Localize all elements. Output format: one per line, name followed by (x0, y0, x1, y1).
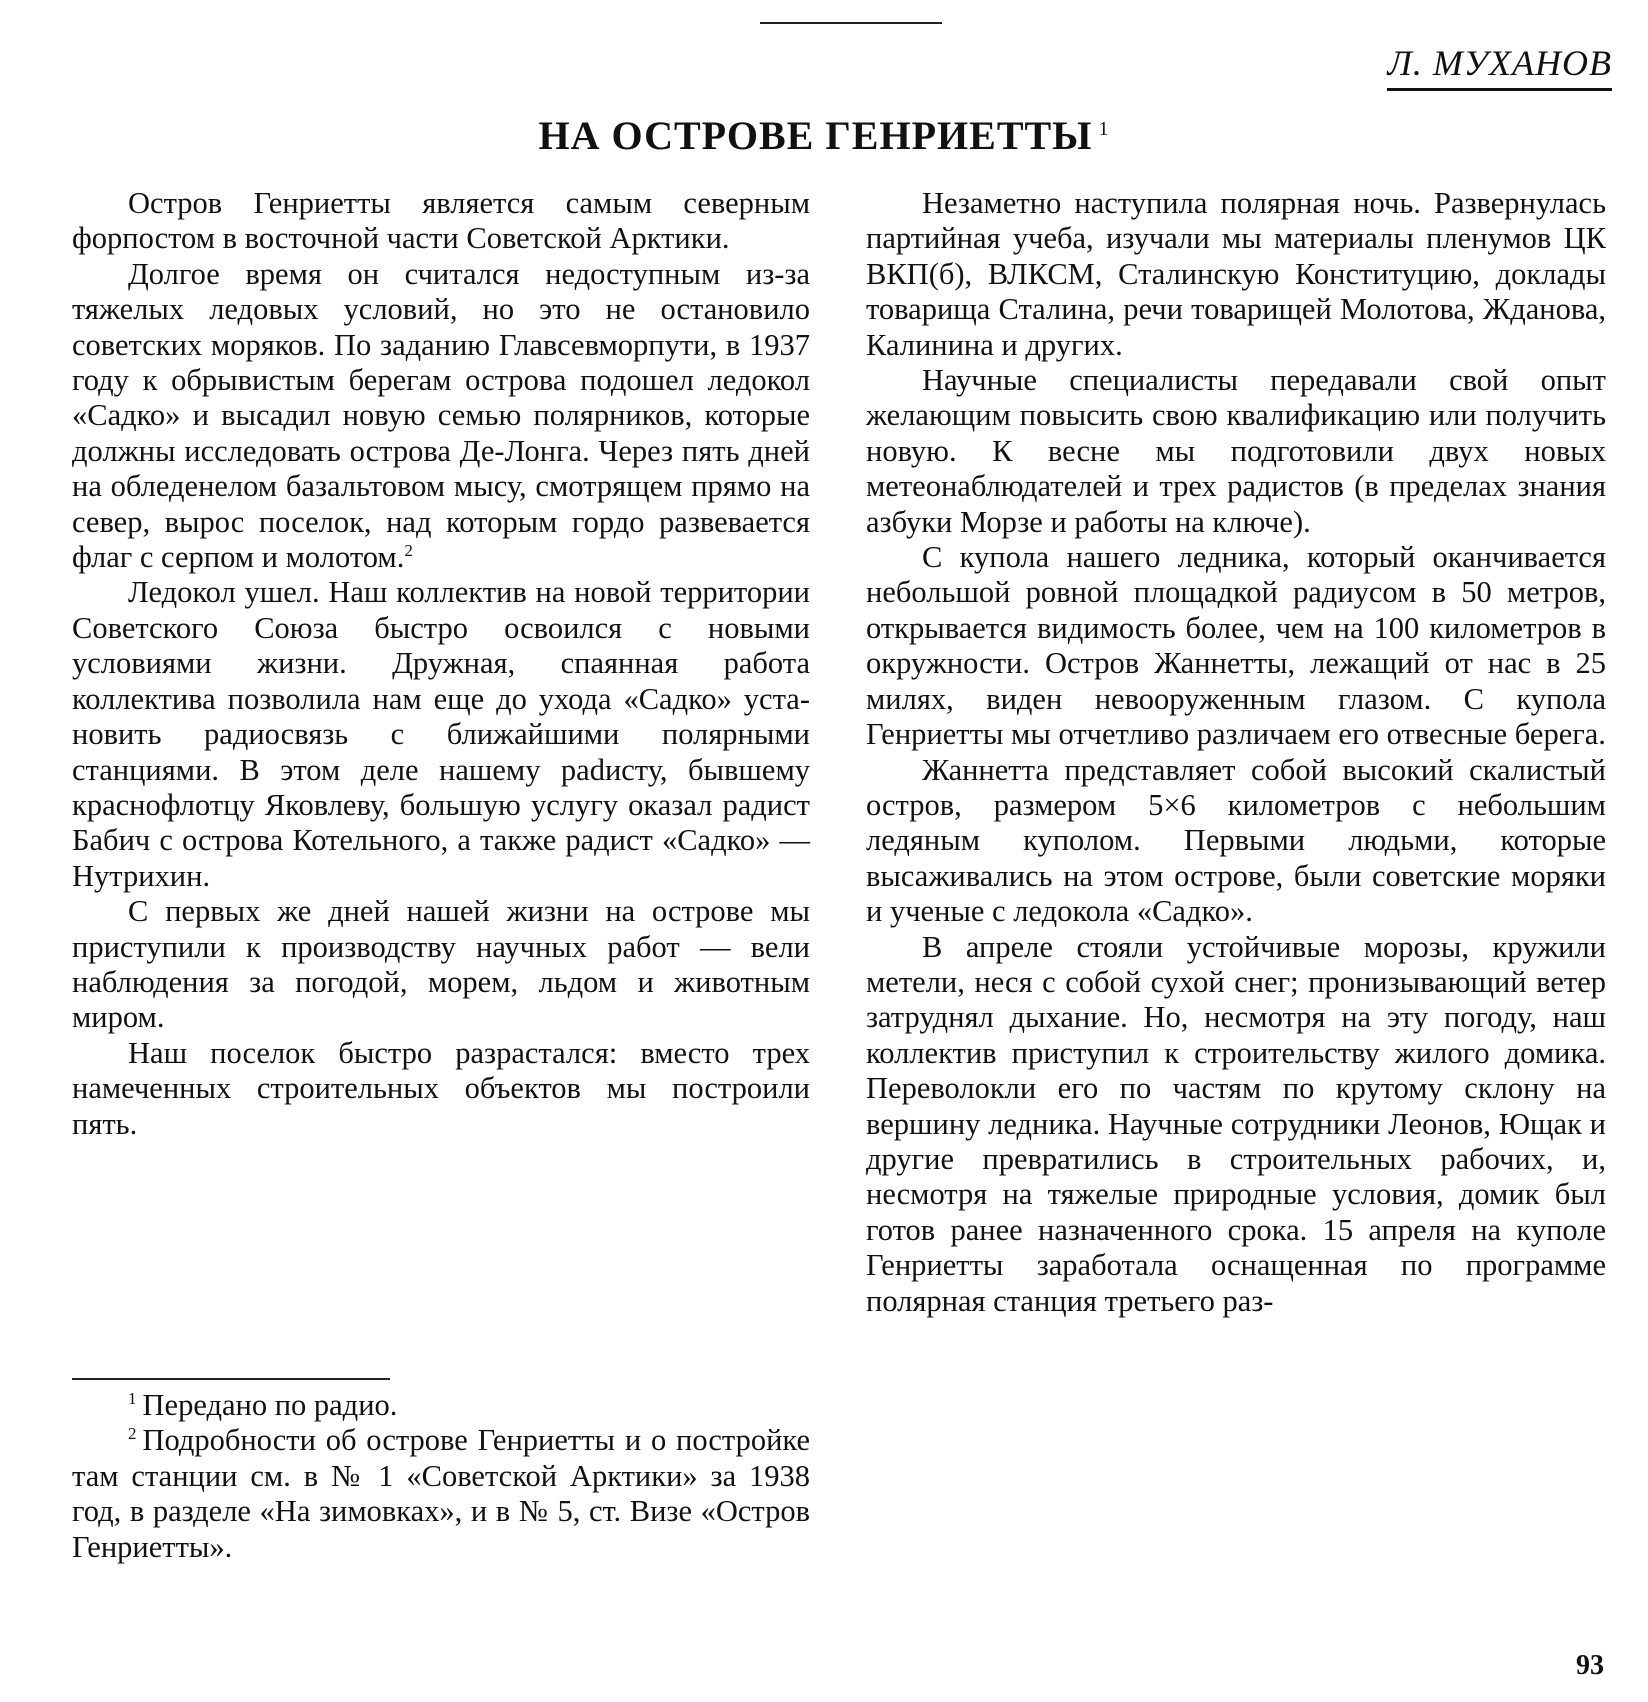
top-rule (760, 22, 942, 24)
paragraph (72, 257, 810, 576)
footnote-text: Подробности об острове Генриетты и о постройке там станции см. в № 1 «Советской Арктики» за 1938 год, в разделе «На зимовках», и в № 5, ст. Визе «Остров Генриетты». (72, 1423, 810, 1564)
footnote-mark: 2 (128, 1424, 137, 1444)
right-column (866, 186, 1606, 1319)
article-title (0, 112, 1648, 159)
paragraph: С купола нашего ледника, который оканчивается небольшой ровной площадкой радиусом в 50 метров, открывается видимость более, чем на 100 километров в окружности. Остров Жаннетты, лежащий от нас в 25 милях, виден невооруженным глазом. С купола Генриетты мы отчетливо различаем его отвесные берега. (866, 540, 1606, 752)
paragraph: Остров Генриетты является самым северным форпостом в восточной части Советской Арктики. (72, 186, 810, 256)
left-column (72, 186, 810, 1142)
paragraph: В апреле стояли устойчивые морозы, кружили метели, неся с собой сухой снег; пронизывающий ветер затруднял дыхание. Но, несмотря на эту погоду, наш коллектив приступил к строительству жилого домика. Переволокли его по частям по крутому склону на вершину ледника. Научные сотрудники Леонов, Ющак и другие превратились в строительных рабочих, и, несмотря на тяжелые природные условия, домик был готов ранее назначенного срока. 15 апреля на куполе Генриетты заработала оснащенная по программе полярная станция третьего раз- (866, 929, 1606, 1318)
paragraph: Жаннетта представляет собой высокий скалистый остров, размером 5×6 километров с небольшим ледяным куполом. Первыми людьми, которые высаживались на этом острове, были советские моряки и ученые с ледокола «Садко». (866, 752, 1606, 929)
paragraph: Незаметно наступила полярная ночь. Развернулась партийная учеба, изучали мы материалы пленумов ЦК ВКП(б), ВЛКСМ, Сталинскую Конституцию, доклады товарища Сталина, речи товарищей Молотова, Жданова, Калинина и других. (866, 186, 1606, 362)
footnote (72, 1423, 810, 1565)
paragraph: С первых же дней нашей жизни на острове мы приступили к производству научных работ — вели наблюдения за погодой, морем, льдом и животным миром. (72, 894, 810, 1035)
paragraph-text: Долгое время он считался недоступным из-за тяжелых ледовых условий, но это не остановило советских моряков. По заданию Главсевморпути, в 1937 году к обрывистым берегам острова подошел ледокол «Садко» и высадил новую семью полярников, которые должны исследовать острова Де-Лонга. Через пять дней на обледенелом базальтовом мысу, смотрящем прямо на север, вырос поселок, над которым гордо развевается флаг с серпом и молотом. (72, 256, 810, 575)
author-name: Л. МУХАНОВ (1387, 42, 1612, 91)
page-number: 93 (1576, 1650, 1604, 1681)
footnotes (72, 1388, 810, 1565)
footnote-text: Передано по радио. (142, 1388, 398, 1422)
title-footnote-mark: 1 (1098, 117, 1110, 140)
article-title-text: НА ОСТРОВЕ ГЕНРИЕТТЫ (538, 113, 1093, 158)
paragraph: Наш поселок быстро разрастался: вместо трех намеченных строительных объектов мы построили пять. (72, 1035, 810, 1141)
footnote-mark: 2 (404, 540, 413, 560)
paragraph: Ледокол ушел. Наш коллектив на новой территории Советского Союза быстро освоился с новыми условиями жизни. Дружная, спаянная работа коллектива позволила нам еще до ухода «Садко» установить радиосвязь с ближайшими полярными станциями. В этом деле нашему раdисту, бывшему краснофлотцу Яковлеву, большую услугу оказал радист Бабич с острова Котельного, а также радист «Садко» — Нутрихин. (72, 575, 810, 893)
paragraph: Научные специалисты передавали свой опыт желающим повысить свою квалификацию или получить новую. К весне мы подготовили двух новых метеонаблюдателей и трех радистов (в пределах знания азбуки Морзе и работы на ключе). (866, 363, 1606, 539)
footnote-rule (72, 1378, 390, 1380)
footnote (72, 1388, 810, 1423)
footnote-mark: 1 (128, 1388, 137, 1408)
